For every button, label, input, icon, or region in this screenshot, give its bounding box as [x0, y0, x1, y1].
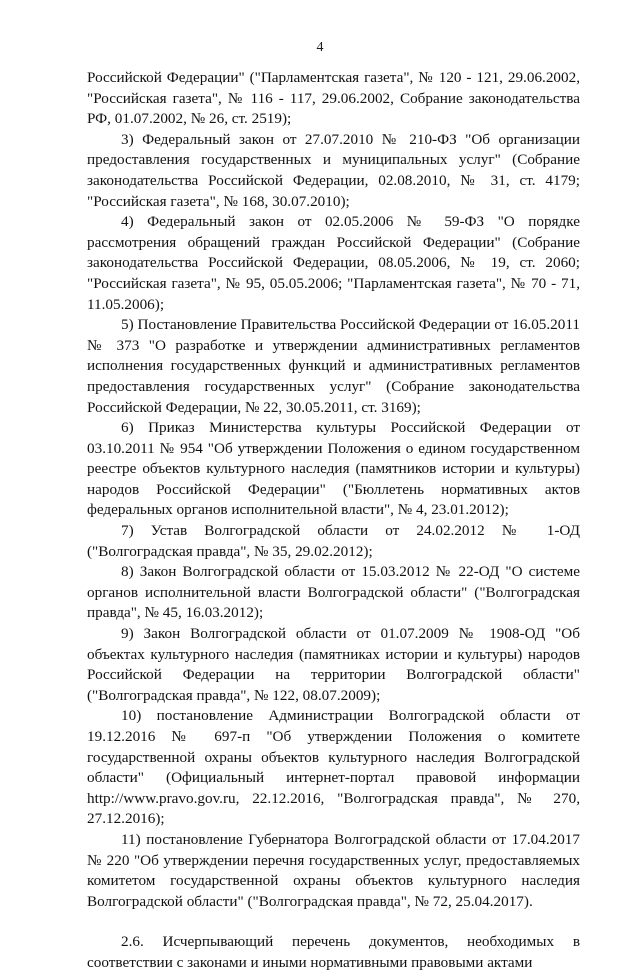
list-item-7: 7) Устав Волгоградской области от 24.02.2012 № 1-ОД ("Волгоградская правда", № 35, 29.02.2012);	[87, 522, 580, 560]
list-item-4: 4) Федеральный закон от 02.05.2006 № 59-ФЗ "О порядке рассмотрения обращений граждан Российской Федерации" (Собрание законодательства Российской Федерации, 08.05.2006, № 19, ст. 2060; "Российская газета", № 95, 05.05.2006; "Парламентская газета", № 70 - 71, 11.05.2006);	[87, 213, 580, 313]
paragraph-continuation: Российской Федерации" ("Парламентская газета", № 120 - 121, 29.06.2002, "Российская газета", № 116 - 117, 29.06.2002, Собрание законодательства РФ, 01.07.2002, № 26, ст. 2519);	[87, 69, 580, 128]
list-item-3: 3) Федеральный закон от 27.07.2010 № 210-ФЗ "Об организации предоставления государственных и муниципальных услуг" (Собрание законодательства Российской Федерации, 02.08.2010, № 31, ст. 4179; "Российская газета", № 168, 30.07.2010);	[87, 130, 580, 210]
list-item-6: 6) Приказ Министерства культуры Российской Федерации от 03.10.2011 № 954 "Об утверждении Положения о едином государственном реестре объектов культурного наследия (памятников истории и культуры) народов Российской Федерации" ("Бюллетень нормативных актов федеральных органов исполнительной власти", № 4, 23.01.2012);	[87, 419, 580, 519]
list-item-10: 10) постановление Администрации Волгоградской области от 19.12.2016 № 697-п "Об утверждении Положения о комитете государственной охраны объектов культурного наследия Волгоградской области" (Официальный интернет-портал правовой информации http://www.pravo.gov.ru, 22.12.2016, "Волгоградская правда", № 270, 27.12.2016);	[87, 707, 580, 828]
list-item-11: 11) постановление Губернатора Волгоградской области от 17.04.2017 № 220 "Об утверждении перечня государственных услуг, предоставляемых комитетом государственной охраны объектов культурного наследия Волгоградской области" ("Волгоградская правда", № 72, 25.04.2017).	[87, 830, 580, 910]
list-item-9: 9) Закон Волгоградской области от 01.07.2009 № 1908-ОД "Об объектах культурного наследия (памятниках истории и культуры) народов Российской Федерации на территории Волгоградской области" ("Волгоградская правда", № 122, 08.07.2009);	[87, 625, 580, 704]
list-item-8: 8) Закон Волгоградской области от 15.03.2012 № 22-ОД "О системе органов исполнительной власти Волгоградской области" ("Волгоградская правда", № 45, 16.03.2012);	[87, 563, 580, 622]
document-body	[87, 68, 580, 974]
list-item-5: 5) Постановление Правительства Российской Федерации от 16.05.2011 № 373 "О разработке и утверждении административных регламентов исполнения государственных функций и административных регламентов предоставления государственных услуг" (Собрание законодательства Российской Федерации, № 22, 30.05.2011, ст. 3169);	[87, 316, 580, 416]
section-2-6: 2.6. Исчерпывающий перечень документов, необходимых в соответствии с законами и иными нормативными правовыми актами	[87, 933, 580, 971]
page-number: 4	[316, 40, 324, 55]
